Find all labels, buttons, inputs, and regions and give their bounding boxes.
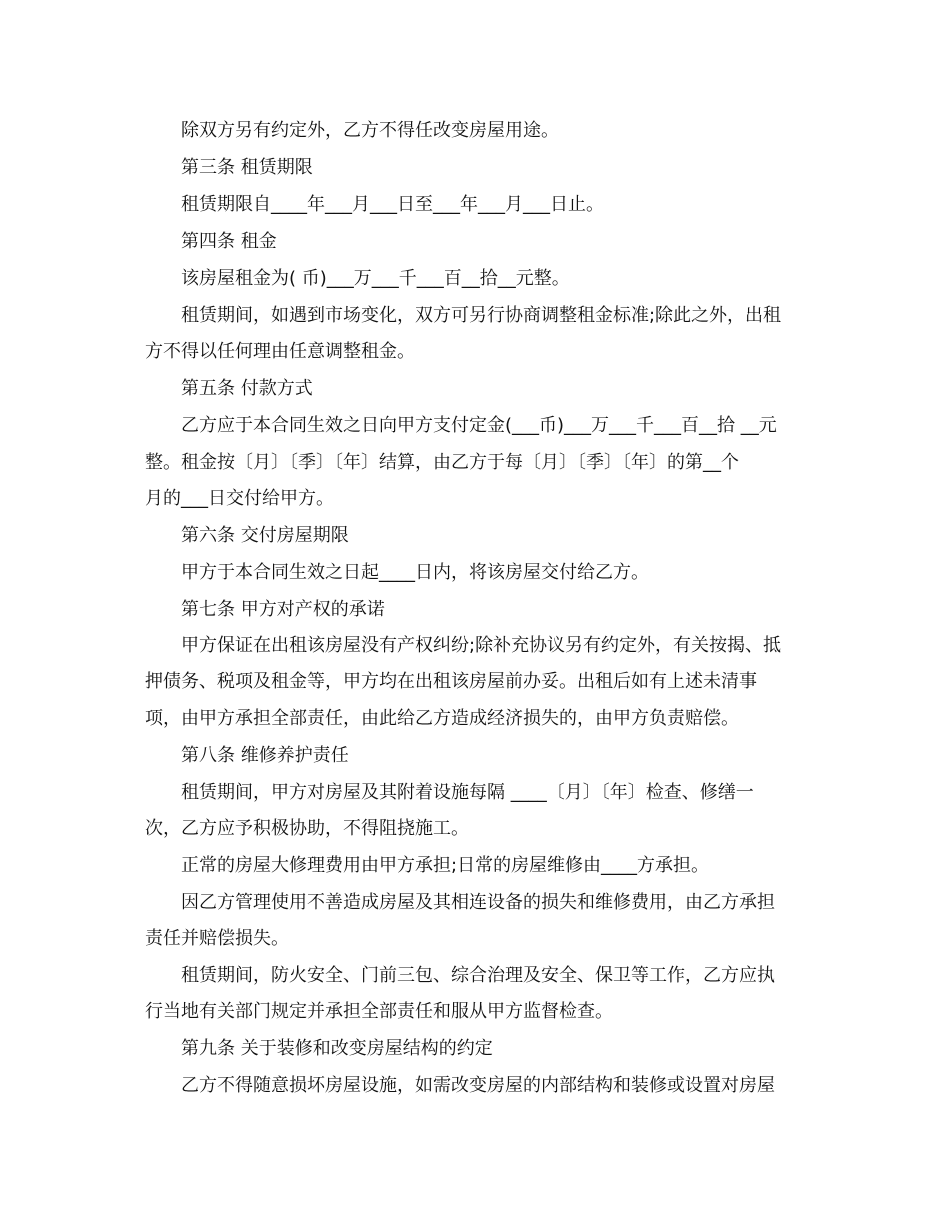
clause-heading: 第六条 交付房屋期限 bbox=[181, 525, 349, 546]
clause-heading: 第八条 维修养护责任 bbox=[181, 745, 349, 766]
paragraph-line: 责任并赔偿损失。 bbox=[145, 928, 289, 949]
paragraph-line: 月的___日交付给甲方。 bbox=[145, 488, 334, 509]
paragraph-line: 押债务、税项及租金等，甲方均在出租该房屋前办妥。出租后如有上述未清事 bbox=[145, 671, 757, 692]
paragraph-line: 正常的房屋大修理费用由甲方承担;日常的房屋维修由____方承担。 bbox=[181, 855, 710, 876]
paragraph-line: 项，由甲方承担全部责任，由此给乙方造成经济损失的，由甲方负责赔偿。 bbox=[145, 708, 739, 729]
clause-heading: 第九条 关于装修和改变房屋结构的约定 bbox=[181, 1038, 493, 1059]
paragraph-line: 甲方保证在出租该房屋没有产权纠纷;除补充协议另有约定外，有关按揭、抵 bbox=[181, 635, 782, 656]
paragraph-line: 因乙方管理使用不善造成房屋及其相连设备的损失和维修费用，由乙方承担 bbox=[181, 892, 775, 913]
clause-heading: 第五条 付款方式 bbox=[181, 378, 313, 399]
paragraph-line: 租赁期间，甲方对房屋及其附着设施每隔 ____〔月〕〔年〕检查、修缮一 bbox=[181, 782, 754, 803]
paragraph-line: 甲方于本合同生效之日起____日内，将该房屋交付给乙方。 bbox=[181, 562, 649, 583]
paragraph-line: 乙方不得随意损坏房屋设施，如需改变房屋的内部结构和装修或设置对房屋 bbox=[181, 1075, 775, 1096]
paragraph-line: 租赁期间，防火安全、门前三包、综合治理及安全、保卫等工作，乙方应执 bbox=[181, 965, 775, 986]
paragraph-line: 该房屋租金为( 币)___万___千___百__拾__元整。 bbox=[181, 268, 570, 289]
paragraph-line: 租赁期限自____年___月___日至___年___月___日止。 bbox=[181, 194, 604, 215]
paragraph-line: 行当地有关部门规定并承担全部责任和服从甲方监督检查。 bbox=[145, 1001, 613, 1022]
paragraph-line: 租赁期间，如遇到市场变化，双方可另行协商调整租金标准;除此之外，出租 bbox=[181, 305, 782, 326]
paragraph-line: 乙方应于本合同生效之日向甲方支付定金(___币)___万___千___百__拾 __元 bbox=[181, 415, 777, 436]
clause-heading: 第三条 租赁期限 bbox=[181, 157, 313, 178]
clause-heading: 第七条 甲方对产权的承诺 bbox=[181, 599, 385, 620]
paragraph-line: 除双方另有约定外，乙方不得任改变房屋用途。 bbox=[181, 120, 559, 141]
clause-heading: 第四条 租金 bbox=[181, 231, 277, 252]
paragraph-line: 方不得以任何理由任意调整租金。 bbox=[145, 341, 415, 362]
paragraph-line: 次，乙方应予积极协助，不得阻挠施工。 bbox=[145, 818, 469, 839]
paragraph-line: 整。租金按〔月〕〔季〕〔年〕结算，由乙方于每〔月〕〔季〕〔年〕的第__个 bbox=[145, 452, 739, 473]
